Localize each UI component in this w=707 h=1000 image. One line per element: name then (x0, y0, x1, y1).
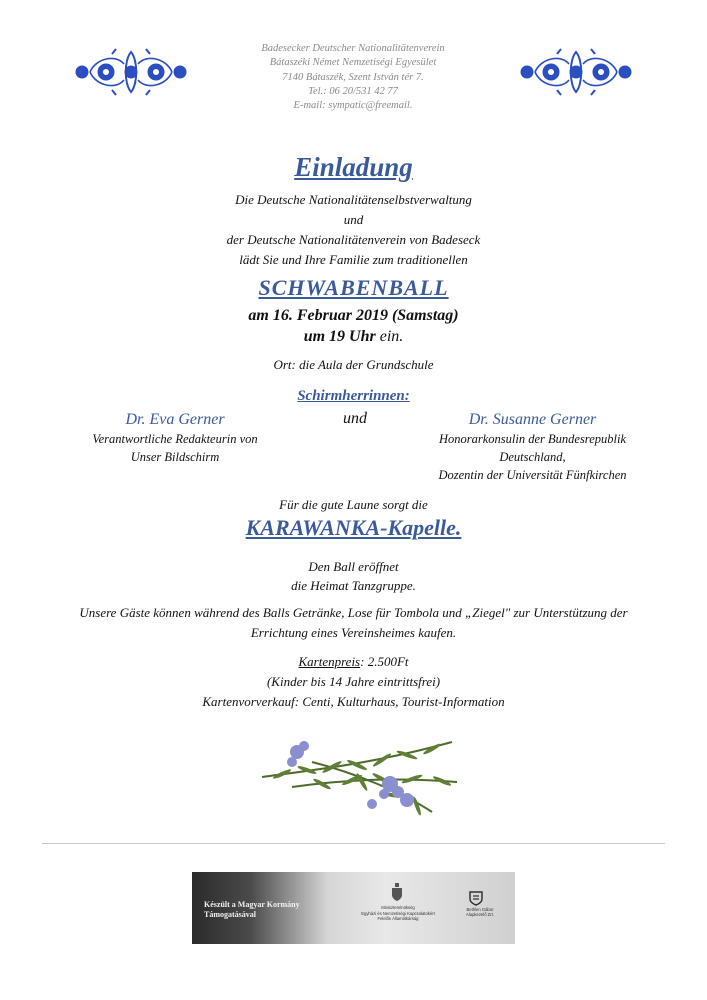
intro-line: lädt Sie und Ihre Familie zum traditionellen (239, 252, 468, 267)
letterhead-line: Badesecker Deutscher Nationalitätenverein (261, 43, 445, 54)
ministry-line: Egyházi és Nemzetiségi Kapcsolatokért (361, 910, 435, 916)
fund-logo-icon (469, 890, 483, 906)
presale-info: Kartenvorverkauf: Centi, Kulturhaus, Tourist-Information (202, 694, 505, 709)
folk-ornament-icon (72, 46, 190, 98)
patron-desc: Verantwortliche Redakteurin von (92, 432, 258, 446)
title-text: Einladung (294, 152, 413, 182)
letterhead-line: 7140 Bátaszék, Szent István tér 7. (282, 71, 424, 83)
invitation-title (0, 152, 707, 183)
letterhead-phone: Tel.: 06 20/531 42 77 (308, 85, 398, 97)
intro-line: Die Deutsche Nationalitätenselbstverwaltung (235, 192, 472, 207)
ticket-info (0, 652, 707, 712)
price-label: Kartenpreis (298, 654, 361, 669)
patron-name: Dr. Eva Gerner (125, 411, 225, 428)
opening-line: Den Ball eröffnet (308, 559, 399, 574)
patrons-joiner: und (343, 410, 367, 427)
music-intro: Für die gute Laune sorgt die (279, 497, 428, 512)
price-note: (Kinder bis 14 Jahre eintrittsfrei) (266, 674, 441, 689)
patron-right (395, 410, 670, 484)
patron-desc: Deutschland, (499, 450, 566, 464)
letterhead-email: E-mail: sympatic@freemail. (293, 100, 413, 112)
letterhead (203, 42, 503, 113)
band-name (0, 515, 707, 541)
price-value: : 2.500Ft (360, 654, 409, 669)
guests-line: Unsere Gäste können während des Balls Getränke, Lose für Tombola und „Ziegel" zur Unterstützung der (79, 605, 628, 620)
letterhead-line: Bátaszéki Német Nemzetiségi Egyesület (269, 57, 437, 69)
divider (42, 843, 665, 844)
event-date (0, 305, 707, 347)
intro-line: der Deutsche Nationalitätenverein von Badeseck (226, 232, 481, 247)
event-location: Ort: die Aula der Grundschule (273, 357, 434, 372)
patrons-heading (0, 388, 707, 405)
fund-logo-text (462, 907, 498, 917)
guests-line: Errichtung eines Vereinsheimes kaufen. (250, 625, 457, 640)
band-name-text: KARAWANKA-Kapelle. (245, 515, 462, 540)
ministry-line: Miniszterelnökség (381, 905, 415, 910)
patron-desc: Dozentin der Universität Fünfkirchen (438, 468, 627, 482)
price-line (0, 652, 707, 672)
time-value: um 19 Uhr (303, 328, 376, 345)
intro-text (0, 190, 707, 270)
intro-line: und (343, 212, 364, 227)
folk-ornament-icon (517, 46, 635, 98)
patrons-heading-text: Schirmherrinnen: (297, 388, 410, 404)
opening-text (0, 557, 707, 595)
guests-text (0, 603, 707, 643)
coat-of-arms-icon (390, 882, 404, 902)
date-line: am 16. Februar 2019 (Samstag) (248, 307, 459, 324)
patron-desc: Unser Bildschirm (130, 450, 220, 464)
time-line (0, 326, 707, 347)
sponsor-banner (192, 872, 515, 944)
event-name (0, 275, 707, 301)
event-name-text: SCHWABENBALL (258, 275, 449, 300)
patron-name: Dr. Susanne Gerner (468, 411, 597, 428)
sponsor-line: Támogatásával (204, 910, 256, 919)
time-suffix: ein. (375, 328, 404, 345)
patron-left (55, 410, 295, 466)
fund-logo-line: Bethlen Gábor (466, 907, 494, 912)
rosemary-image (252, 722, 467, 822)
sponsor-text (204, 900, 300, 920)
ministry-line: Felelős Államtitkárság (377, 916, 419, 921)
ministry-text (352, 905, 444, 922)
fund-logo-line: Alapkezelő Zrt. (466, 912, 494, 917)
opening-line: die Heimat Tanzgruppe. (291, 578, 416, 593)
patron-desc: Honorarkonsulin der Bundesrepublik (438, 432, 627, 446)
sponsor-line: Készült a Magyar Kormány (204, 900, 300, 909)
